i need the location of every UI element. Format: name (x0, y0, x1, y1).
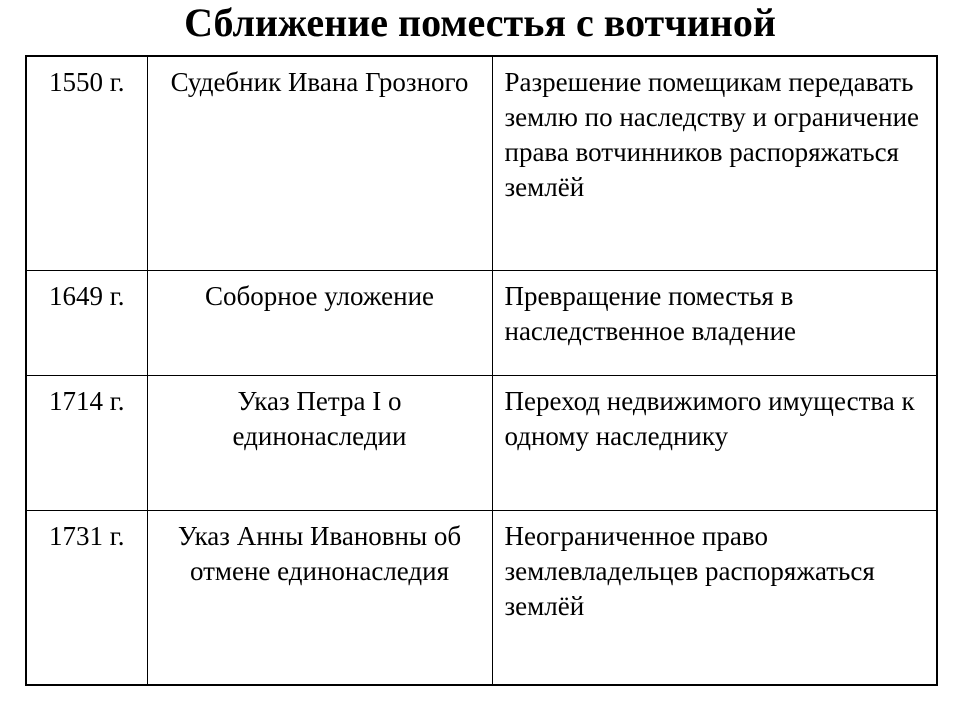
year-cell: 1649 г. (26, 270, 147, 375)
year-cell: 1550 г. (26, 56, 147, 270)
table-row (26, 375, 937, 510)
table-row (26, 56, 937, 270)
history-table (25, 55, 938, 686)
year-cell: 1731 г. (26, 510, 147, 685)
effect-cell: Переход недвижимого имущества к одному наследнику (492, 375, 937, 510)
document-cell: Соборное уложение (147, 270, 492, 375)
document-cell: Указ Петра I о единонаследии (147, 375, 492, 510)
document-cell: Указ Анны Ивановны об отмене единонаследия (147, 510, 492, 685)
table-row (26, 510, 937, 685)
table-row (26, 270, 937, 375)
effect-cell: Превращение поместья в наследственное владение (492, 270, 937, 375)
year-cell: 1714 г. (26, 375, 147, 510)
effect-cell: Разрешение помещикам передавать землю по наследству и ограничение права вотчинников распоряжаться землёй (492, 56, 937, 270)
effect-cell: Неограниченное право землевладельцев распоряжаться землёй (492, 510, 937, 685)
document-cell: Судебник Ивана Грозного (147, 56, 492, 270)
page-title: Сближение поместья с вотчиной (184, 0, 776, 45)
